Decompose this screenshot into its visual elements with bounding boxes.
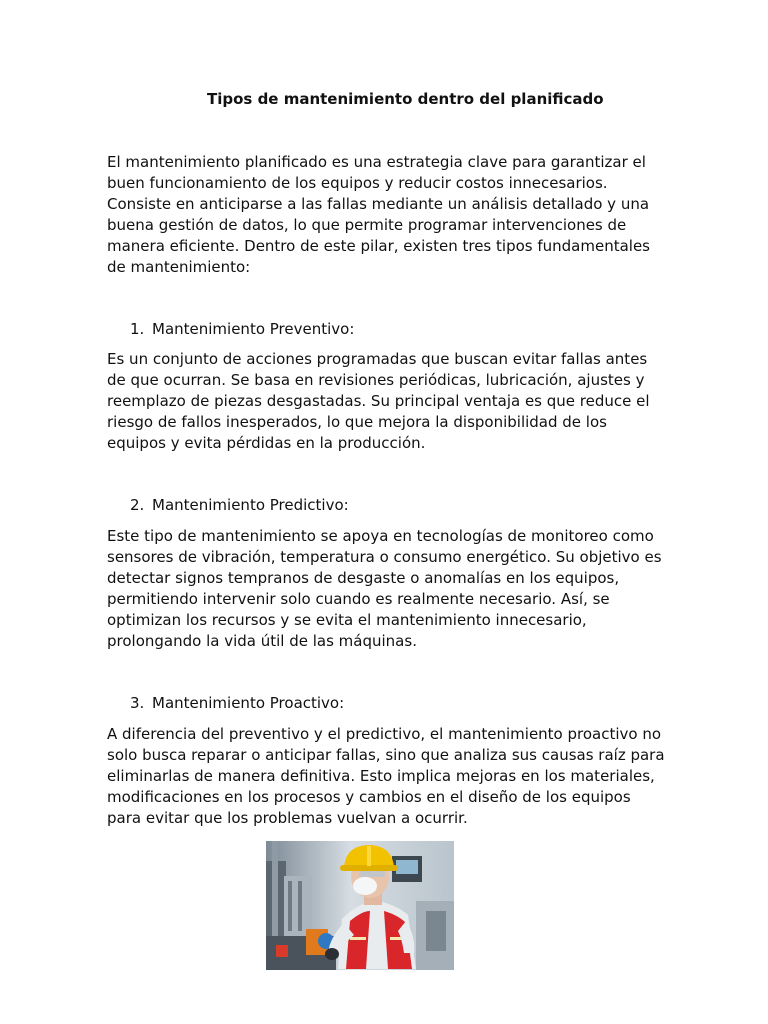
- section-body-predictivo: Este tipo de mantenimiento se apoya en tecnologías de monitoreo como sensores de vibración, temperatura o consumo energético. Su objetivo es detectar signos tempranos de desgaste o anomalías en los equipos, permitiendo intervenir solo cuando es realmente necesario. Así, se optimizan los recursos y se evita el mantenimiento innecesario, prolongando la vida útil de las máquinas.: [107, 527, 662, 650]
- list-number: 3.: [130, 694, 145, 712]
- section-heading-proactivo: [130, 693, 344, 714]
- maintenance-worker-photo: [266, 841, 454, 970]
- intro-paragraph: El mantenimiento planificado es una estrategia clave para garantizar el buen funcionamiento de los equipos y reducir costos innecesarios. Consiste en anticiparse a las fallas mediante un análisis detallado y una buena gestión de datos, lo que permite programar intervenciones de manera eficiente. Dentro de este pilar, existen tres tipos fundamentales de mantenimiento:: [107, 153, 650, 276]
- section-heading-label: Mantenimiento Proactivo:: [152, 694, 345, 712]
- section-heading-label: Mantenimiento Predictivo:: [152, 496, 349, 514]
- list-number: 2.: [130, 496, 145, 514]
- section-heading-label: Mantenimiento Preventivo:: [152, 320, 355, 338]
- section-body-preventivo: Es un conjunto de acciones programadas que buscan evitar fallas antes de que ocurran. Se basa en revisiones periódicas, lubricación, ajustes y reemplazo de piezas desgastadas. Su principal ventaja es que reduce el riesgo de fallos inesperados, lo que mejora la disponibilidad de los equipos y evita pérdidas en la producción.: [107, 350, 650, 452]
- worker-with-hard-hat-icon: [266, 841, 454, 970]
- section-heading-preventivo: [130, 319, 354, 340]
- list-number: 1.: [130, 320, 145, 338]
- section-heading-predictivo: [130, 495, 349, 516]
- document-title: Tipos de mantenimiento dentro del planificado: [207, 90, 604, 108]
- section-body-proactivo: A diferencia del preventivo y el predictivo, el mantenimiento proactivo no solo busca reparar o anticipar fallas, sino que analiza sus causas raíz para eliminarlas de manera definitiva. Esto implica mejoras en los materiales, modificaciones en los procesos y cambios en el diseño de los equipos para evitar que los problemas vuelvan a ocurrir.: [107, 725, 665, 827]
